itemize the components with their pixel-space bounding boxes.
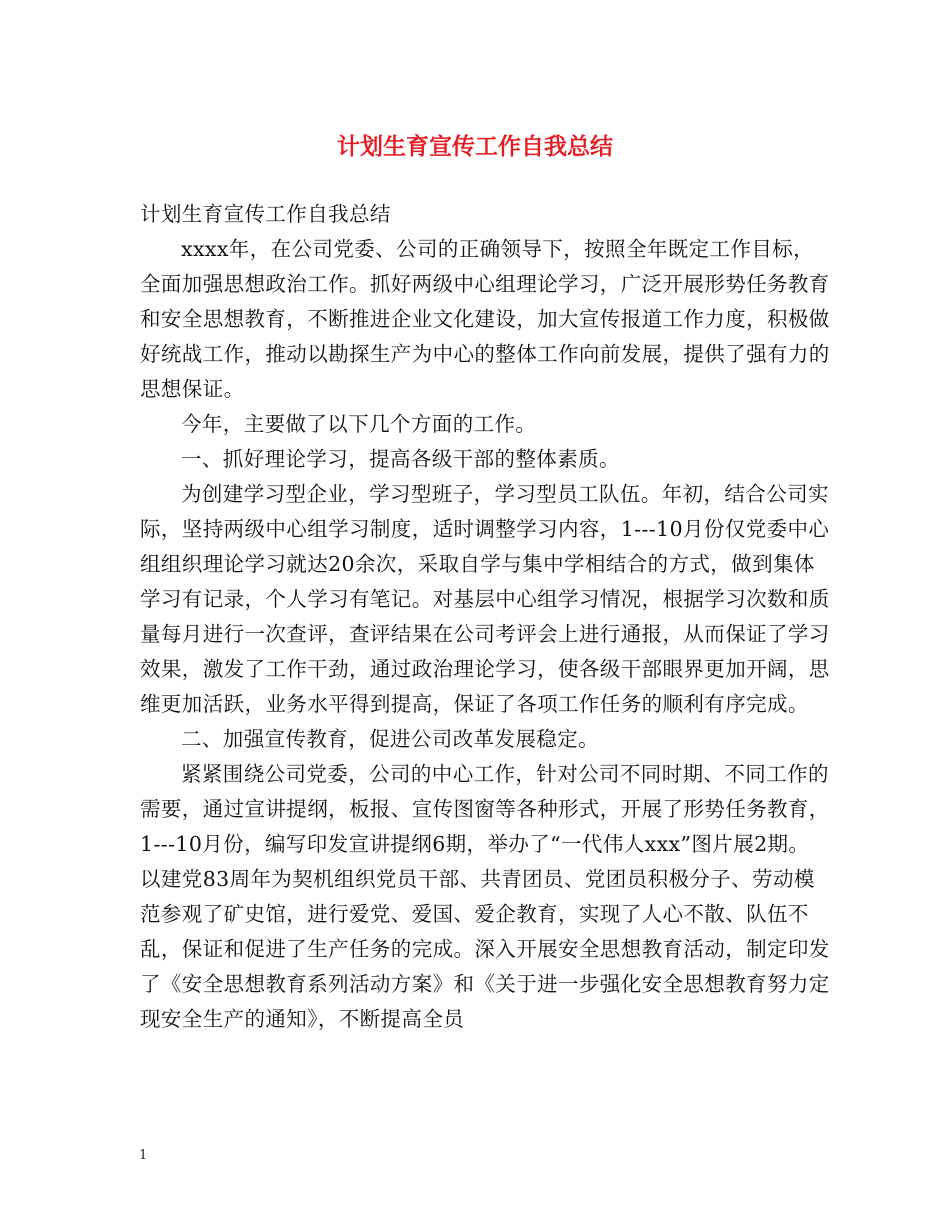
paragraph-intro: xxxx年，在公司党委、公司的正确领导下，按照全年既定工作目标，全面加强思想政治工作。抓好两级中心组理论学习，广泛开展形势任务教育和安全思想教育，不断推进企业文化建设，加大宣传报道工作力度，积极做好统战工作，推动以勘探生产为中心的整体工作向前发展，提供了强有力的思想保证。 [140,237,830,401]
document-body [140,197,830,1037]
paragraph-section-1: 为创建学习型企业，学习型班子，学习型员工队伍。年初，结合公司实际，坚持两级中心组学习制度，适时调整学习内容，1---10月份仅党委中心组组织理论学习就达20余次，采取自学与集中学相结合的方式，做到集体学习有记录，个人学习有笔记。对基层中心组学习情况，根据学习次数和质量每月进行一次查评，查评结果在公司考评会上进行通报，从而保证了学习效果，激发了工作干劲，通过政治理论学习，使各级干部眼界更加开阔，思维更加活跃，业务水平得到提高，保证了各项工作任务的顺利有序完成。 [140,482,830,716]
document-title: 计划生育宣传工作自我总结 [337,133,613,160]
section-heading-2: 二、加强宣传教育，促进公司改革发展稳定。 [181,727,599,751]
paragraph-overview: 今年，主要做了以下几个方面的工作。 [181,412,537,436]
section-heading-1: 一、抓好理论学习，提高各级干部的整体素质。 [181,447,620,471]
subtitle-line: 计划生育宣传工作自我总结 [140,202,391,226]
page-number: 1 [139,1148,148,1163]
paragraph-section-2: 紧紧围绕公司党委，公司的中心工作，针对公司不同时期、不同工作的需要，通过宣讲提纲，板报、宣传图窗等各种形式，开展了形势任务教育，1---10月份，编写印发宣讲提纲6期，举办了“一代伟人xxx”图片展2期。以建党83周年为契机组织党员干部、共青团员、党团员积极分子、劳动模范参观了矿史馆，进行爱党、爱国、爱企教育，实现了人心不散、队伍不乱，保证和促进了生产任务的完成。深入开展安全思想教育活动，制定印发了《安全思想教育系列活动方案》和《关于进一步强化安全思想教育努力定现安全生产的通知》，不断提高全员 [140,762,830,1031]
